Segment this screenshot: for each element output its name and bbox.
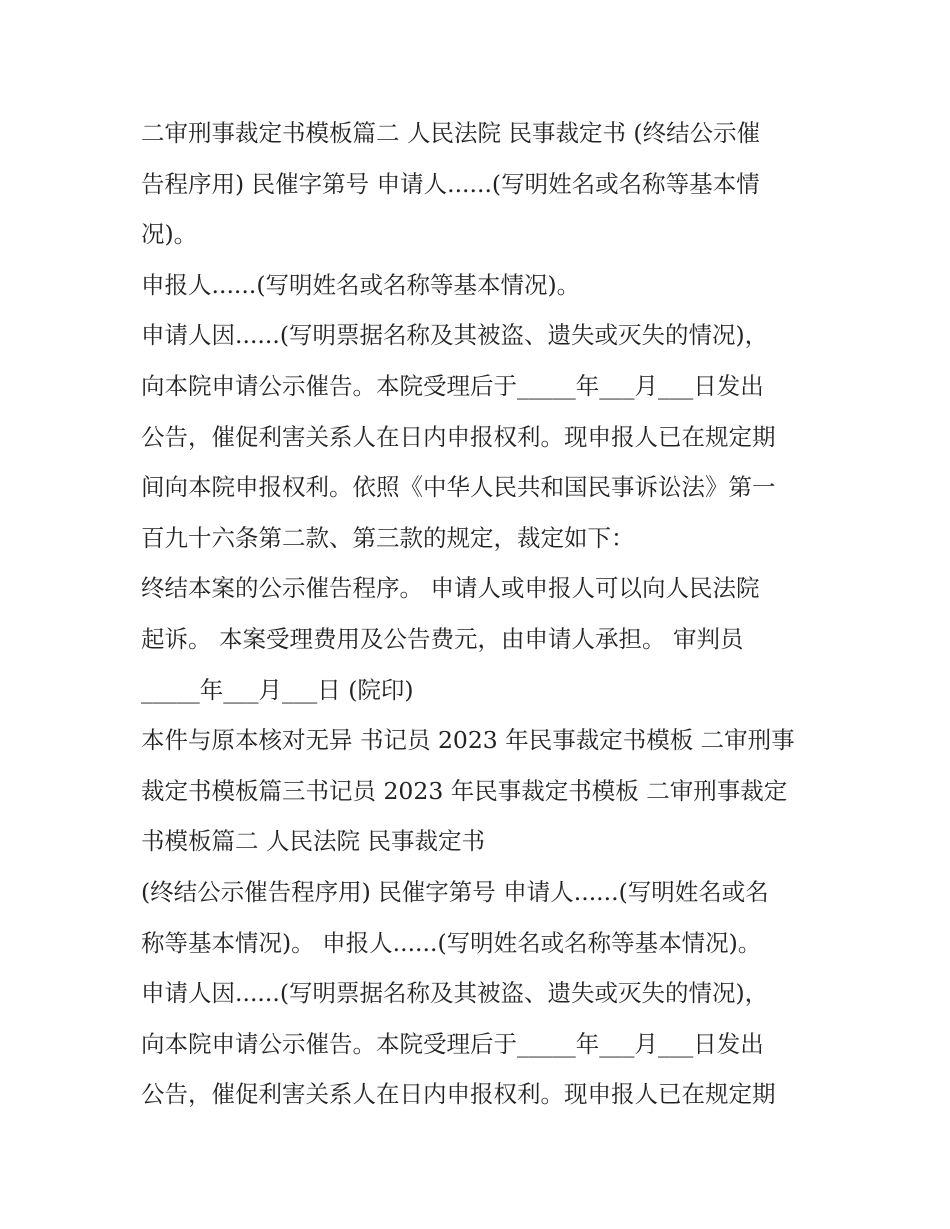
text-line: 公告，催促利害关系人在日内申报权利。现申报人已在规定期 bbox=[141, 422, 776, 451]
text-line: 申请人因......(写明票据名称及其被盗、遗失或灭失的情况)， bbox=[141, 321, 769, 350]
text-line: 称等基本情况)。 申报人......(写明姓名或名称等基本情况)。 bbox=[141, 928, 762, 957]
text-line: 向本院申请公示催告。本院受理后于_____年___月___日发出 bbox=[141, 1029, 764, 1058]
text-line: 况)。 bbox=[141, 220, 198, 249]
text-line: 书模板篇二 人民法院 民事裁定书 bbox=[141, 827, 485, 856]
text-line: 本件与原本核对无异 书记员 2023 年民事裁定书模板 二审刑事 bbox=[141, 726, 795, 755]
text-line: 起诉。 本案受理费用及公告费元，由申请人承担。 审判员 bbox=[141, 624, 744, 653]
document-body bbox=[141, 108, 831, 1120]
text-line: 裁定书模板篇三书记员 2023 年民事裁定书模板 二审刑事裁定 bbox=[141, 776, 788, 805]
text-line: 公告，催促利害关系人在日内申报权利。现申报人已在规定期 bbox=[141, 1080, 776, 1109]
text-line: 申请人因......(写明票据名称及其被盗、遗失或灭失的情况)， bbox=[141, 979, 769, 1008]
text-line: 申报人......(写明姓名或名称等基本情况)。 bbox=[141, 270, 581, 299]
text-line: (终结公示催告程序用) 民催字第号 申请人......(写明姓名或名 bbox=[141, 877, 769, 906]
text-line: 告程序用) 民催字第号 申请人......(写明姓名或名称等基本情 bbox=[141, 169, 760, 198]
text-line: 间向本院申报权利。依照《中华人民共和国民事诉讼法》第一 bbox=[141, 473, 776, 502]
text-line: 二审刑事裁定书模板篇二 人民法院 民事裁定书 (终结公示催 bbox=[141, 119, 761, 147]
text-line: 终结本案的公示催告程序。 申请人或申报人可以向人民法院 bbox=[141, 574, 760, 603]
text-line: _____年___月___日 (院印) bbox=[141, 675, 414, 704]
text-line: 向本院申请公示催告。本院受理后于_____年___月___日发出 bbox=[141, 371, 764, 400]
text-line: 百九十六条第二款、第三款的规定，裁定如下： bbox=[141, 523, 635, 552]
